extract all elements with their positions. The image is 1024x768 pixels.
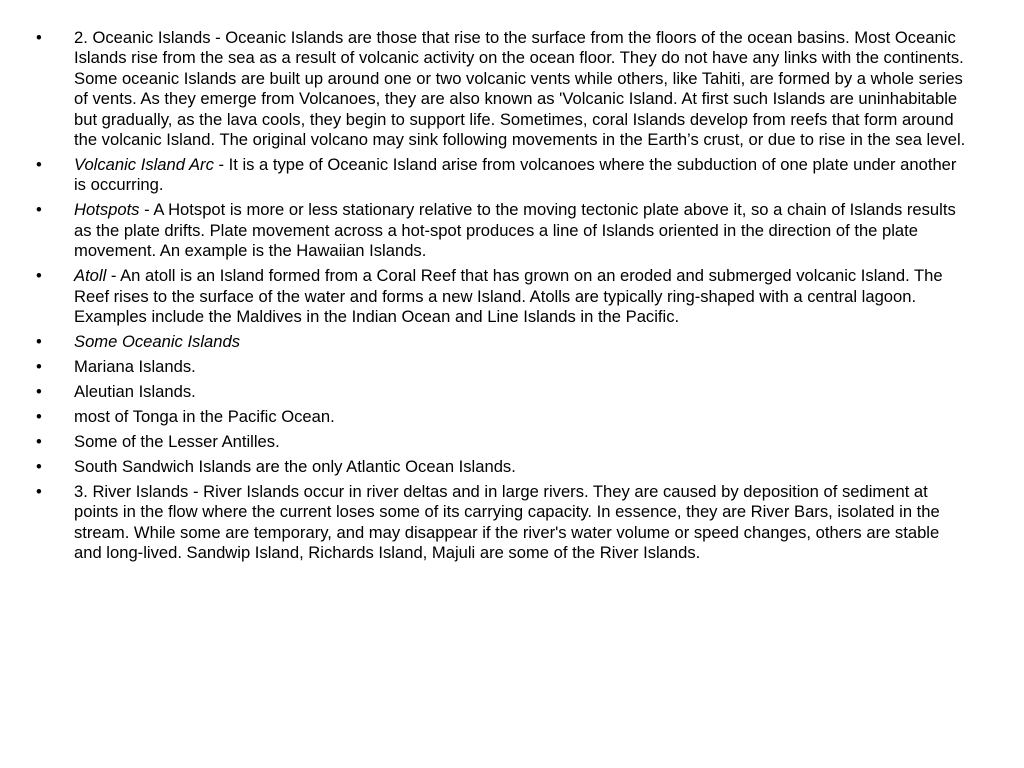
item-text: Mariana Islands.: [74, 357, 196, 377]
bullet-marker: •: [36, 407, 42, 427]
bullet-marker: •: [36, 28, 42, 47]
list-item: [36, 382, 968, 402]
item-text: - An atoll is an Island formed from a Coral Reef that has grown on an eroded and submerged volcanic Island. The Reef rises to the surface of the water and forms a new Island. Atolls are typically ring-shaped with a central lagoon. Examples include the Maldives in the Indian Ocean and Line Islands in the Pacific.: [74, 266, 943, 327]
item-text: Some of the Lesser Antilles.: [74, 432, 280, 452]
bullet-marker: •: [36, 457, 42, 477]
list-item: [36, 357, 968, 377]
item-text: - It is a type of Oceanic Island arise from volcanoes where the subduction of one plate under another is occurring.: [74, 155, 957, 195]
list-item: [36, 407, 968, 427]
item-lead: Some Oceanic Islands: [74, 332, 241, 352]
item-lead: Volcanic Island Arc: [74, 155, 214, 175]
list-item: [36, 432, 968, 452]
bullet-marker: •: [36, 332, 42, 352]
list-item: [36, 266, 968, 327]
item-text: South Sandwich Islands are the only Atlantic Ocean Islands.: [74, 457, 516, 477]
item-text: most of Tonga in the Pacific Ocean.: [74, 407, 335, 427]
bullet-marker: •: [36, 266, 42, 286]
bullet-marker: •: [36, 155, 42, 175]
list-item: [36, 155, 968, 196]
item-text: Aleutian Islands.: [74, 382, 196, 402]
item-text: 2. Oceanic Islands - Oceanic Islands are those that rise to the surface from the floors of the ocean basins. Most Oceanic Islands rise from the sea as a result of volcanic activity on the ocean floor. They do not have any links with the continents. Some oceanic Islands are built up around one or two volcanic vents while others, like Tahiti, are formed by a whole series of vents. As they emerge from Volcanoes, they are also known as 'Volcanic Island. At first such Islands are uninhabitable but gradually, as the lava cools, they begin to support life. Sometimes, coral Islands develop from reefs that form around the volcanic Island. The original volcano may sink following movements in the Earth’s crust, or due to rise in the sea level.: [74, 28, 966, 150]
item-text: 3. River Islands - River Islands occur in river deltas and in large rivers. They are caused by deposition of sediment at points in the flow where the current loses some of its carrying capacity. In essence, they are River Bars, isolated in the stream. While some are temporary, and may disappear if the river's water volume or speed changes, others are stable and long-lived. Sandwip Island, Richards Island, Majuli are some of the River Islands.: [74, 482, 940, 563]
bullet-marker: •: [36, 200, 42, 220]
item-text: - A Hotspot is more or less stationary relative to the moving tectonic plate above it, so a chain of Islands results as the plate drifts. Plate movement across a hot-spot produces a line of Islands oriented in the direction of the plate movement. An example is the Hawaiian Islands.: [74, 200, 956, 261]
bullet-list: [36, 28, 968, 564]
list-item: [36, 457, 968, 477]
item-lead: Hotspots: [74, 200, 140, 220]
list-item: [36, 28, 968, 150]
bullet-marker: •: [36, 482, 42, 502]
bullet-marker: •: [36, 357, 42, 377]
list-item: [36, 332, 968, 352]
bullet-marker: •: [36, 432, 42, 452]
item-lead: Atoll: [74, 266, 107, 286]
list-item: [36, 482, 968, 564]
list-item: [36, 200, 968, 261]
bullet-marker: •: [36, 382, 42, 402]
